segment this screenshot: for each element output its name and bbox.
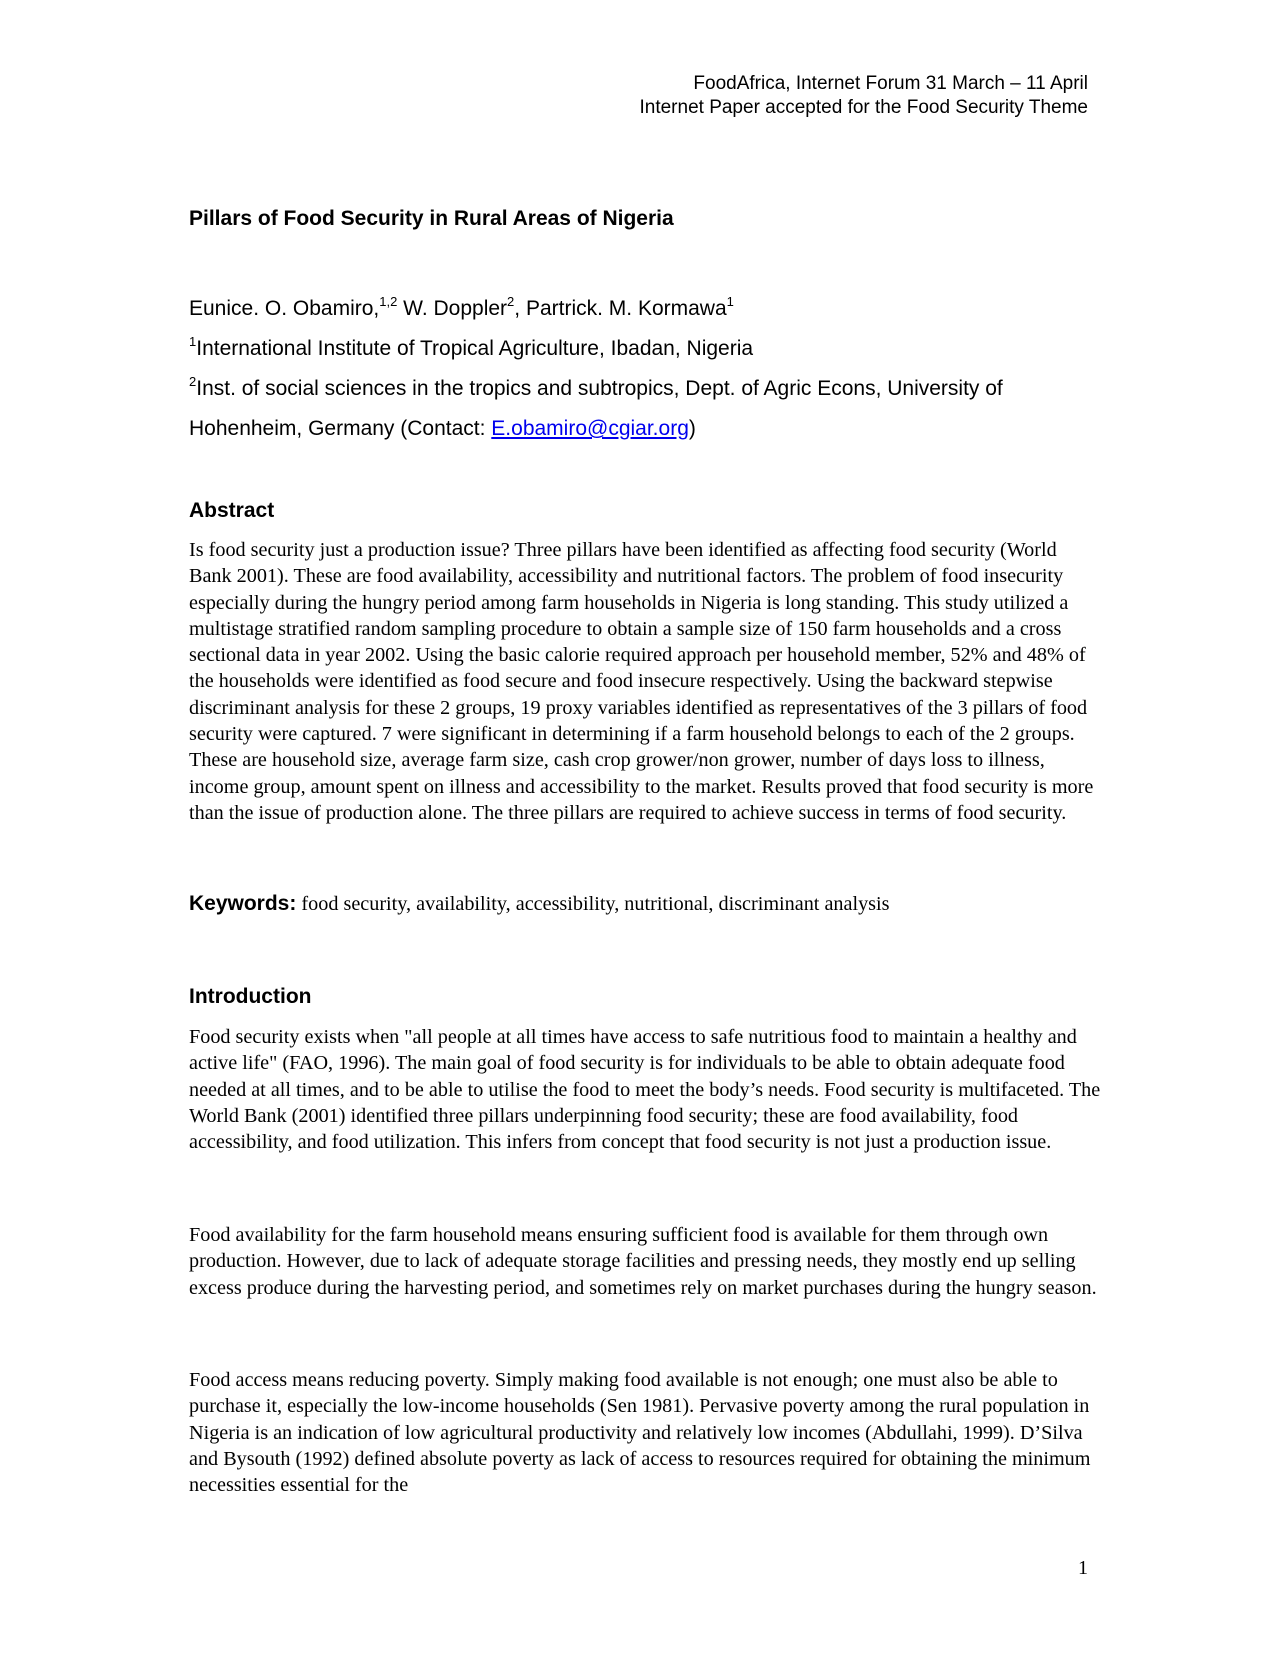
abstract-heading: Abstract — [189, 499, 275, 522]
affiliation-text: ) — [688, 417, 696, 440]
affiliation-marker: 2 — [189, 374, 197, 389]
page-number: 1 — [1078, 1557, 1088, 1579]
affiliation-marker: 1 — [189, 334, 197, 349]
introduction-paragraph-2: Food availability for the farm household means ensuring sufficient food is available for them through own production. However, due to lack of adequate storage facilities and pressing needs, they mostly end up selling excess produce during the harvesting period, and sometimes rely on market purchases during the hungry season. — [189, 1224, 1097, 1299]
author-list — [189, 289, 1089, 329]
introduction-paragraph-1: Food security exists when "all people at all times have access to safe nutritious food to maintain a healthy and active life" (FAO, 1996). The main goal of food security is for individuals to be able to obtain adequate food needed at all times, and to be able to utilise the food to meet the body’s needs. Food security is multifaceted. The World Bank (2001) identified three pillars underpinning food security; these are food availability, food accessibility, and food utilization. This infers from concept that food security is not just a production issue. — [189, 1026, 1101, 1154]
keywords-line — [189, 891, 1101, 917]
author-name: W. Doppler — [397, 297, 508, 320]
affiliation-text: International Institute of Tropical Agriculture, Ibadan, Nigeria — [196, 337, 754, 360]
abstract-body: Is food security just a production issue? Three pillars have been identified as affecting food security (World Bank 2001). These are food availability, accessibility and nutritional factors. The problem of food insecurity especially during the hungry period among farm households in Nigeria is long standing. This study utilized a multistage stratified random sampling procedure to obtain a sample size of 150 farm households and a cross sectional data in year 2002. Using the basic calorie required approach per household member, 52% and 48% of the households were identified as food secure and food insecure respectively. Using the backward stepwise discriminant analysis for these 2 groups, 19 proxy variables identified as representatives of the 3 pillars of food security were captured. 7 were significant in determining if a farm household belongs to each of the 2 groups. These are household size, average farm size, cash crop grower/non grower, number of days loss to illness, income group, amount spent on illness and accessibility to the market. Results proved that food security is more than the issue of production alone. The three pillars are required to achieve success in terms of food security. — [189, 539, 1094, 824]
running-header — [639, 72, 1088, 120]
affiliation-text: Hohenheim, Germany (Contact: — [189, 417, 492, 440]
author-affiliation-marker: 2 — [507, 294, 515, 309]
author-name: Eunice. O. Obamiro, — [189, 297, 380, 320]
author-affiliation-marker: 1,2 — [379, 294, 398, 309]
keywords-label: Keywords: — [189, 892, 297, 915]
introduction-paragraph-3: Food access means reducing poverty. Simply making food available is not enough; one must also be able to purchase it, especially the low-income households (Sen 1981). Pervasive poverty among the rural population in Nigeria is an indication of low agricultural productivity and relatively low incomes (Abdullahi, 1999). D’Silva and Bysouth (1992) defined absolute poverty as lack of access to resources required for obtaining the minimum necessities essential for the — [189, 1369, 1091, 1497]
header-forum-line: FoodAfrica, Internet Forum 31 March – 11 April — [693, 73, 1088, 94]
author-block — [189, 289, 1089, 449]
contact-email-link[interactable]: E.obamiro@cgiar.org — [491, 417, 689, 440]
keywords-text: food security, availability, accessibility, nutritional, discriminant analysis — [296, 893, 890, 915]
paper-title: Pillars of Food Security in Rural Areas of Nigeria — [189, 207, 674, 230]
affiliation-1 — [189, 329, 1089, 369]
affiliation-text: Inst. of social sciences in the tropics and subtropics, Dept. of Agric Econs, University of — [196, 377, 1003, 400]
author-affiliation-marker: 1 — [726, 294, 734, 309]
author-name: , Partrick. M. Kormawa — [514, 297, 727, 320]
introduction-heading: Introduction — [189, 985, 312, 1008]
header-theme-line: Internet Paper accepted for the Food Security Theme — [639, 97, 1088, 118]
affiliation-2 — [189, 369, 1089, 409]
affiliation-2-continued — [189, 409, 1089, 449]
